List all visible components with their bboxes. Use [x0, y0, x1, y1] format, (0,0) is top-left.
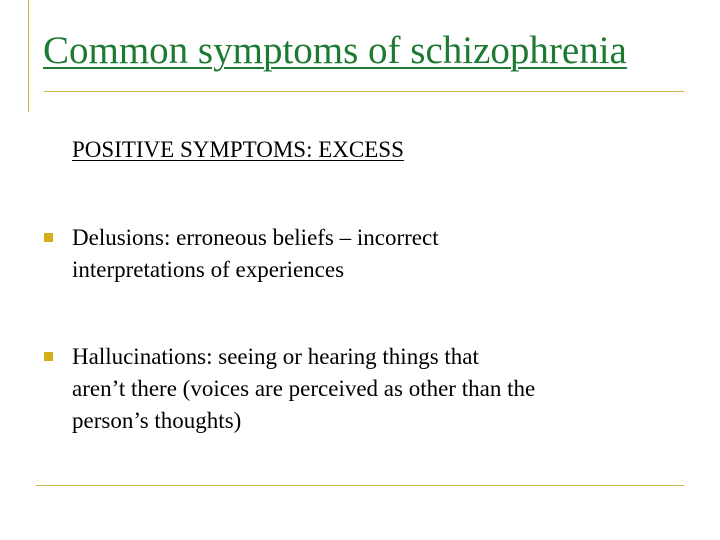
- bullet-text: [72, 222, 692, 286]
- bullet-line: aren’t there (voices are perceived as other than the: [72, 376, 536, 401]
- bullet-line: person’s thoughts): [72, 408, 242, 433]
- slide-title: Common symptoms of schizophrenia: [43, 29, 627, 72]
- left-accent-rule: [28, 0, 29, 112]
- bullet-line: Hallucinations: seeing or hearing things that: [72, 344, 479, 369]
- bullet-text: [72, 341, 692, 437]
- square-bullet-icon: [44, 233, 53, 242]
- section-subheading: POSITIVE SYMPTOMS: EXCESS: [72, 137, 404, 162]
- square-bullet-icon: [44, 352, 53, 361]
- footer-divider: [36, 485, 684, 486]
- title-divider: [44, 91, 684, 92]
- bullet-line: Delusions: erroneous beliefs – incorrect: [72, 225, 439, 250]
- bullet-line: interpretations of experiences: [72, 257, 345, 282]
